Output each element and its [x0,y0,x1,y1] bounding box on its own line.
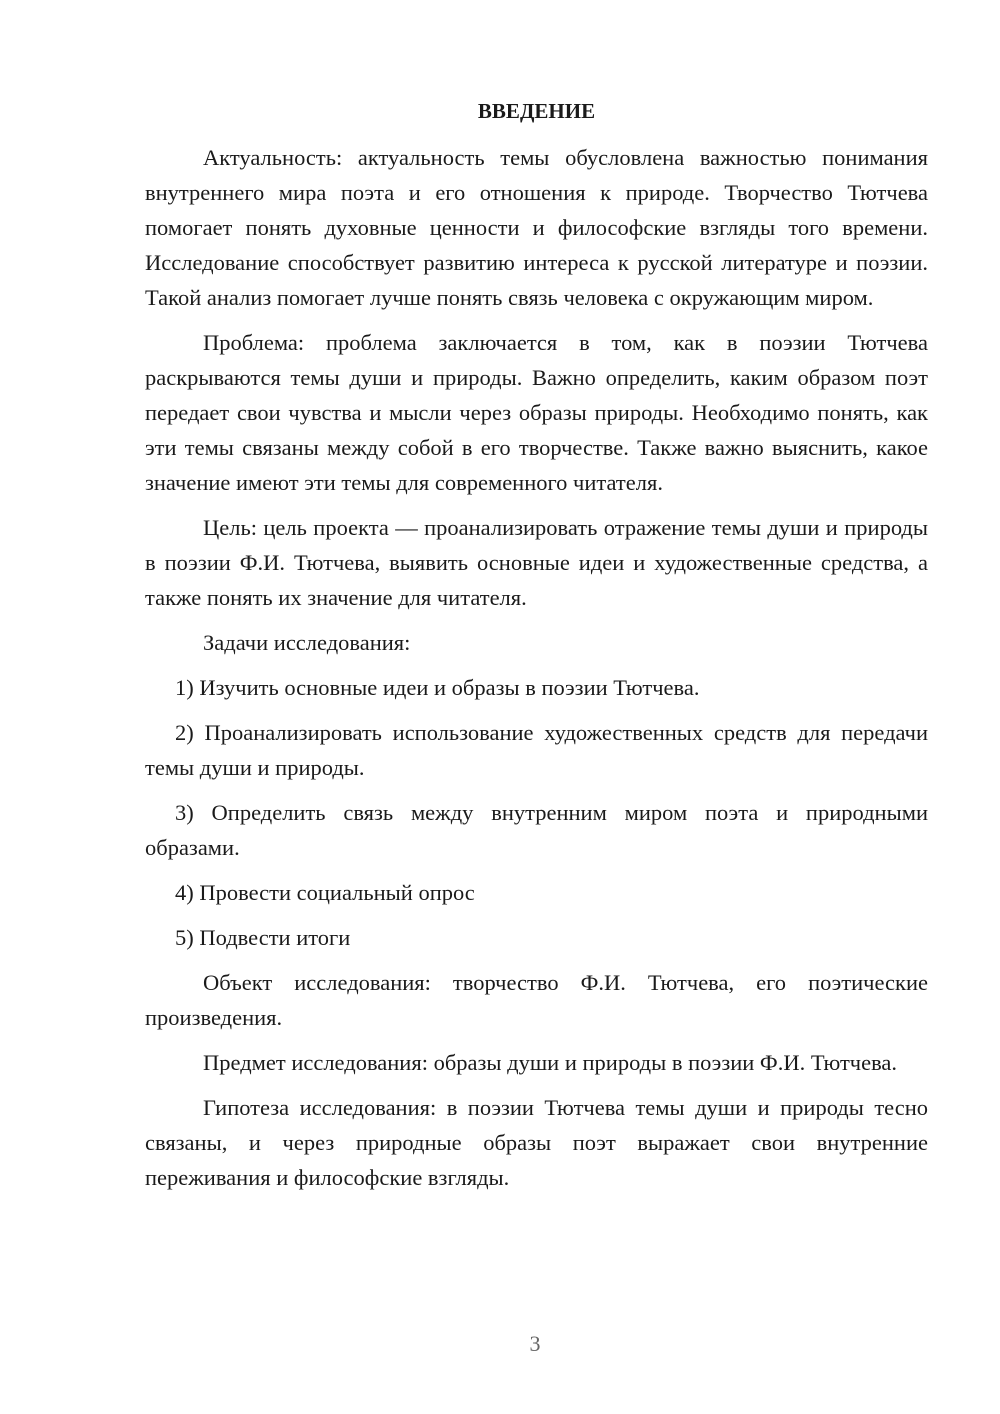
section-title: ВВЕДЕНИЕ [477,99,596,123]
paragraph-hypothesis: Гипотеза исследования: в поэзии Тютчева темы души и природы тесно связаны, и через природные образы поэт выражает свои внутренние переживания и философские взгляды. [145,1095,928,1190]
paragraph-object: Объект исследования: творчество Ф.И. Тютчева, его поэтические произведения. [145,970,928,1030]
paragraph-relevance: Актуальность: актуальность темы обусловлена важностью понимания внутреннего мира поэта и его отношения к природе. Творчество Тютчева помогает понять духовные ценности и философские взгляды того времени. Исследование способствует развитию интереса к русской литературе и поэзии. Такой анализ помогает лучше понять связь человека с окружающим миром. [145,145,928,310]
page-number: 3 [529,1331,541,1356]
task-item-2: 2) Проанализировать использование художественных средств для передачи темы души и природы. [145,720,928,780]
task-item-4: 4) Провести социальный опрос [175,880,475,905]
task-item-1: 1) Изучить основные идеи и образы в поэзии Тютчева. [175,675,700,700]
task-item-3: 3) Определить связь между внутренним миром поэта и природными образами. [145,800,928,860]
paragraph-problem: Проблема: проблема заключается в том, как в поэзии Тютчева раскрываются темы души и природы. Важно определить, каким образом поэт передает свои чувства и мысли через образы природы. Необходимо понять, как эти темы связаны между собой в его творчестве. Также важно выяснить, какое значение имеют эти темы для современного читателя. [145,330,928,495]
paragraph-subject: Предмет исследования: образы души и природы в поэзии Ф.И. Тютчева. [203,1050,898,1075]
task-item-5: 5) Подвести итоги [175,925,351,950]
document-page [145,96,928,1205]
paragraph-goal: Цель: цель проекта — проанализировать отражение темы души и природы в поэзии Ф.И. Тютчева, выявить основные идеи и художественные средства, а также понять их значение для читателя. [145,515,928,610]
paragraph-tasks-heading: Задачи исследования: [203,630,411,655]
